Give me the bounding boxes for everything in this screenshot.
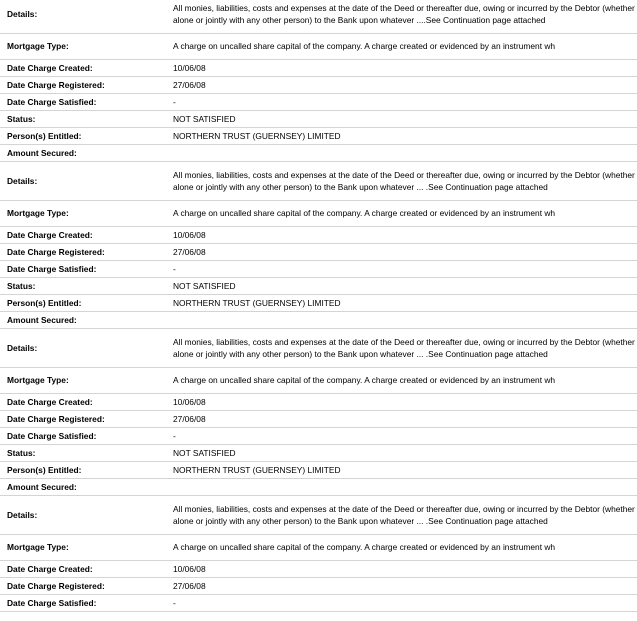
charge-row-date-charge-created bbox=[0, 227, 637, 244]
charge-row-date-charge-created bbox=[0, 561, 637, 578]
field-label: Person(s) Entitled: bbox=[0, 295, 166, 312]
charge-row-person-s-entitled bbox=[0, 128, 637, 145]
field-label: Date Charge Satisfied: bbox=[0, 261, 166, 278]
field-label: Date Charge Created: bbox=[0, 60, 166, 77]
field-value-date-charge-registered: 27/06/08 bbox=[166, 244, 637, 261]
field-label: Details: bbox=[0, 162, 166, 201]
field-label: Date Charge Registered: bbox=[0, 77, 166, 94]
field-value-details: All monies, liabilities, costs and expenses at the date of the Deed or thereafter due, owing or incurred by the Debtor (whether alone or jointly with any other person) to the Bank upon whatever ... .See Continuation page attached bbox=[166, 496, 637, 535]
charge-row-date-charge-registered bbox=[0, 244, 637, 261]
charge-row-amount-secured bbox=[0, 145, 637, 162]
charge-row-amount-secured bbox=[0, 479, 637, 496]
field-value-mortgage-type: A charge on uncalled share capital of the company. A charge created or evidenced by an instrument wh bbox=[166, 535, 637, 561]
field-value-amount-secured bbox=[166, 479, 637, 496]
charge-row-date-charge-registered bbox=[0, 411, 637, 428]
field-value-date-charge-satisfied: - bbox=[166, 595, 637, 612]
field-label: Details: bbox=[0, 0, 166, 34]
field-value-date-charge-satisfied: - bbox=[166, 94, 637, 111]
field-value-date-charge-registered: 27/06/08 bbox=[166, 411, 637, 428]
field-label: Status: bbox=[0, 278, 166, 295]
field-label: Mortgage Type: bbox=[0, 201, 166, 227]
field-value-mortgage-type: A charge on uncalled share capital of the company. A charge created or evidenced by an instrument wh bbox=[166, 201, 637, 227]
charge-row-details bbox=[0, 162, 637, 201]
field-label: Date Charge Satisfied: bbox=[0, 94, 166, 111]
charge-row-date-charge-satisfied bbox=[0, 261, 637, 278]
field-label: Date Charge Created: bbox=[0, 227, 166, 244]
charge-row-status bbox=[0, 445, 637, 462]
field-value-person-s-entitled: NORTHERN TRUST (GUERNSEY) LIMITED bbox=[166, 295, 637, 312]
field-label: Date Charge Created: bbox=[0, 561, 166, 578]
charge-row-date-charge-satisfied bbox=[0, 595, 637, 612]
charge-row-mortgage-type bbox=[0, 34, 637, 60]
field-value-date-charge-registered: 27/06/08 bbox=[166, 77, 637, 94]
field-label: Date Charge Registered: bbox=[0, 578, 166, 595]
charge-row-person-s-entitled bbox=[0, 295, 637, 312]
field-label: Details: bbox=[0, 496, 166, 535]
charge-row-details bbox=[0, 0, 637, 34]
field-value-date-charge-created: 10/06/08 bbox=[166, 227, 637, 244]
field-value-date-charge-created: 10/06/08 bbox=[166, 394, 637, 411]
field-value-date-charge-created: 10/06/08 bbox=[166, 561, 637, 578]
field-value-details: All monies, liabilities, costs and expenses at the date of the Deed or thereafter due, owing or incurred by the Debtor (whether alone or jointly with any other person) to the Bank upon whatever ... .See Continuation page attached bbox=[166, 329, 637, 368]
field-label: Amount Secured: bbox=[0, 312, 166, 329]
charge-row-details bbox=[0, 329, 637, 368]
field-label: Person(s) Entitled: bbox=[0, 462, 166, 479]
field-label: Amount Secured: bbox=[0, 479, 166, 496]
field-label: Date Charge Satisfied: bbox=[0, 595, 166, 612]
charge-row-date-charge-registered bbox=[0, 578, 637, 595]
field-label: Mortgage Type: bbox=[0, 535, 166, 561]
field-value-person-s-entitled: NORTHERN TRUST (GUERNSEY) LIMITED bbox=[166, 128, 637, 145]
charge-row-person-s-entitled bbox=[0, 462, 637, 479]
charge-row-status bbox=[0, 278, 637, 295]
charge-row-date-charge-registered bbox=[0, 77, 637, 94]
field-label: Date Charge Created: bbox=[0, 394, 166, 411]
field-label: Mortgage Type: bbox=[0, 34, 166, 60]
charge-row-date-charge-created bbox=[0, 394, 637, 411]
field-value-details: All monies, liabilities, costs and expenses at the date of the Deed or thereafter due, owing or incurred by the Debtor (whether alone or jointly with any other person) to the Bank upon whatever ....See Continuation page attached bbox=[166, 0, 637, 34]
field-value-date-charge-created: 10/06/08 bbox=[166, 60, 637, 77]
charge-row-date-charge-satisfied bbox=[0, 94, 637, 111]
field-value-date-charge-registered: 27/06/08 bbox=[166, 578, 637, 595]
field-label: Date Charge Satisfied: bbox=[0, 428, 166, 445]
charge-row-date-charge-satisfied bbox=[0, 428, 637, 445]
charge-row-mortgage-type bbox=[0, 535, 637, 561]
charge-row-date-charge-created bbox=[0, 60, 637, 77]
charge-row-amount-secured bbox=[0, 312, 637, 329]
field-label: Date Charge Registered: bbox=[0, 411, 166, 428]
field-value-date-charge-satisfied: - bbox=[166, 261, 637, 278]
field-label: Amount Secured: bbox=[0, 145, 166, 162]
field-label: Person(s) Entitled: bbox=[0, 128, 166, 145]
field-value-mortgage-type: A charge on uncalled share capital of the company. A charge created or evidenced by an instrument wh bbox=[166, 368, 637, 394]
field-label: Status: bbox=[0, 111, 166, 128]
field-label: Details: bbox=[0, 329, 166, 368]
field-label: Date Charge Registered: bbox=[0, 244, 166, 261]
field-value-status: NOT SATISFIED bbox=[166, 111, 637, 128]
field-value-amount-secured bbox=[166, 312, 637, 329]
field-value-status: NOT SATISFIED bbox=[166, 278, 637, 295]
field-value-person-s-entitled: NORTHERN TRUST (GUERNSEY) LIMITED bbox=[166, 462, 637, 479]
field-value-amount-secured bbox=[166, 145, 637, 162]
field-value-date-charge-satisfied: - bbox=[166, 428, 637, 445]
charge-row-details bbox=[0, 496, 637, 535]
charge-row-mortgage-type bbox=[0, 201, 637, 227]
field-value-mortgage-type: A charge on uncalled share capital of the company. A charge created or evidenced by an instrument wh bbox=[166, 34, 637, 60]
field-value-details: All monies, liabilities, costs and expenses at the date of the Deed or thereafter due, owing or incurred by the Debtor (whether alone or jointly with any other person) to the Bank upon whatever ... .See Continuation page attached bbox=[166, 162, 637, 201]
charge-row-mortgage-type bbox=[0, 368, 637, 394]
field-value-status: NOT SATISFIED bbox=[166, 445, 637, 462]
charge-row-status bbox=[0, 111, 637, 128]
field-label: Status: bbox=[0, 445, 166, 462]
field-label: Mortgage Type: bbox=[0, 368, 166, 394]
